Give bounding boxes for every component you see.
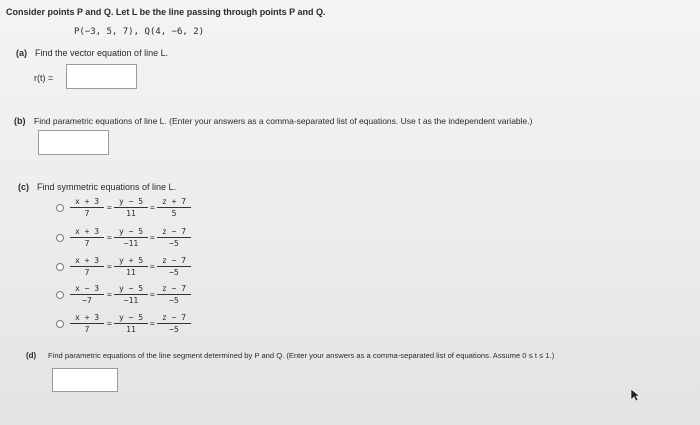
part-c-question: Find symmetric equations of line L. [37, 182, 177, 192]
option-5-z-numerator: z − 7 [157, 313, 191, 324]
option-2-radio[interactable] [56, 234, 64, 242]
problem-statement: Consider points P and Q. Let L be the line passing through points P and Q. [6, 7, 326, 17]
option-5-x-fraction [70, 313, 104, 334]
part-d-label: (d) [26, 351, 37, 360]
option-5-y-denominator: 11 [126, 325, 136, 334]
option-4-y-numerator: y − 5 [114, 284, 148, 295]
option-3-x-fraction [70, 256, 104, 277]
option-4-x-fraction [70, 284, 104, 305]
option-4-z-numerator: z − 7 [157, 284, 191, 295]
option-3-eq-sign-2: = [150, 262, 155, 271]
option-5-eq-sign-1: = [107, 319, 112, 328]
option-2-z-numerator: z − 7 [157, 227, 191, 238]
part-d-question: Find parametric equations of the line segment determined by P and Q. (Enter your answers as a comma-separated list of equations. Assume 0 ≤ t ≤ 1.) [48, 351, 555, 360]
option-2-eq-sign-1: = [107, 233, 112, 242]
option-1-eq-sign-2: = [150, 203, 155, 212]
option-3-x-numerator: x + 3 [70, 256, 104, 267]
option-2-z-fraction [157, 227, 191, 248]
part-d-answer-input[interactable] [52, 368, 118, 392]
option-1-y-fraction [114, 197, 148, 218]
part-a-label: (a) [16, 48, 27, 58]
option-2-z-denominator: −5 [169, 239, 179, 248]
vector-eq-label: r(t) = [34, 73, 54, 83]
option-1-z-numerator: z + 7 [157, 197, 191, 208]
part-b-answer-input[interactable] [38, 130, 109, 155]
option-3-z-fraction [157, 256, 191, 277]
option-3-radio[interactable] [56, 263, 64, 271]
option-1-y-numerator: y − 5 [114, 197, 148, 208]
option-1-x-numerator: x + 3 [70, 197, 104, 208]
option-1-x-fraction [70, 197, 104, 218]
option-5-radio[interactable] [56, 320, 64, 328]
option-2-y-denominator: −11 [123, 239, 139, 248]
option-4-z-fraction [157, 284, 191, 305]
option-5-eq-sign-2: = [150, 319, 155, 328]
part-a-answer-input[interactable] [66, 64, 137, 89]
option-2-y-fraction [114, 227, 148, 248]
option-2-x-fraction [70, 227, 104, 248]
option-1-radio[interactable] [56, 204, 64, 212]
option-3-z-numerator: z − 7 [157, 256, 191, 267]
option-4-eq-sign-2: = [150, 290, 155, 299]
option-1-z-fraction [157, 197, 191, 218]
option-1-z-denominator: 5 [171, 209, 177, 218]
option-5-x-denominator: 7 [84, 325, 90, 334]
option-5-y-numerator: y − 5 [114, 313, 148, 324]
part-b-question: Find parametric equations of line L. (Enter your answers as a comma-separated list of equations. Use t as the independent variable.) [34, 116, 533, 126]
option-3-z-denominator: −5 [169, 268, 179, 277]
option-2-y-numerator: y − 5 [114, 227, 148, 238]
option-4-eq-sign-1: = [107, 290, 112, 299]
points-pq: P(−3, 5, 7), Q(4, −6, 2) [74, 27, 205, 37]
option-3-x-denominator: 7 [84, 268, 90, 277]
option-4-radio[interactable] [56, 291, 64, 299]
part-b-label: (b) [14, 116, 26, 126]
option-4-z-denominator: −5 [169, 296, 179, 305]
option-5-x-numerator: x + 3 [70, 313, 104, 324]
part-a-question: Find the vector equation of line L. [35, 48, 169, 58]
option-5-z-fraction [157, 313, 191, 334]
option-1-eq-sign-1: = [107, 203, 112, 212]
option-3-y-denominator: 11 [126, 268, 136, 277]
option-3-y-fraction [114, 256, 148, 277]
part-c-label: (c) [18, 182, 29, 192]
option-1-x-denominator: 7 [84, 209, 90, 218]
option-4-x-numerator: x − 3 [70, 284, 104, 295]
option-3-y-numerator: y + 5 [114, 256, 148, 267]
option-2-x-denominator: 7 [84, 239, 90, 248]
option-4-y-fraction [114, 284, 148, 305]
option-1-y-denominator: 11 [126, 209, 136, 218]
option-5-z-denominator: −5 [169, 325, 179, 334]
mouse-cursor-icon [630, 388, 640, 402]
option-4-x-denominator: −7 [82, 296, 92, 305]
option-2-eq-sign-2: = [150, 233, 155, 242]
option-5-y-fraction [114, 313, 148, 334]
option-2-x-numerator: x + 3 [70, 227, 104, 238]
option-4-y-denominator: −11 [123, 296, 139, 305]
option-3-eq-sign-1: = [107, 262, 112, 271]
